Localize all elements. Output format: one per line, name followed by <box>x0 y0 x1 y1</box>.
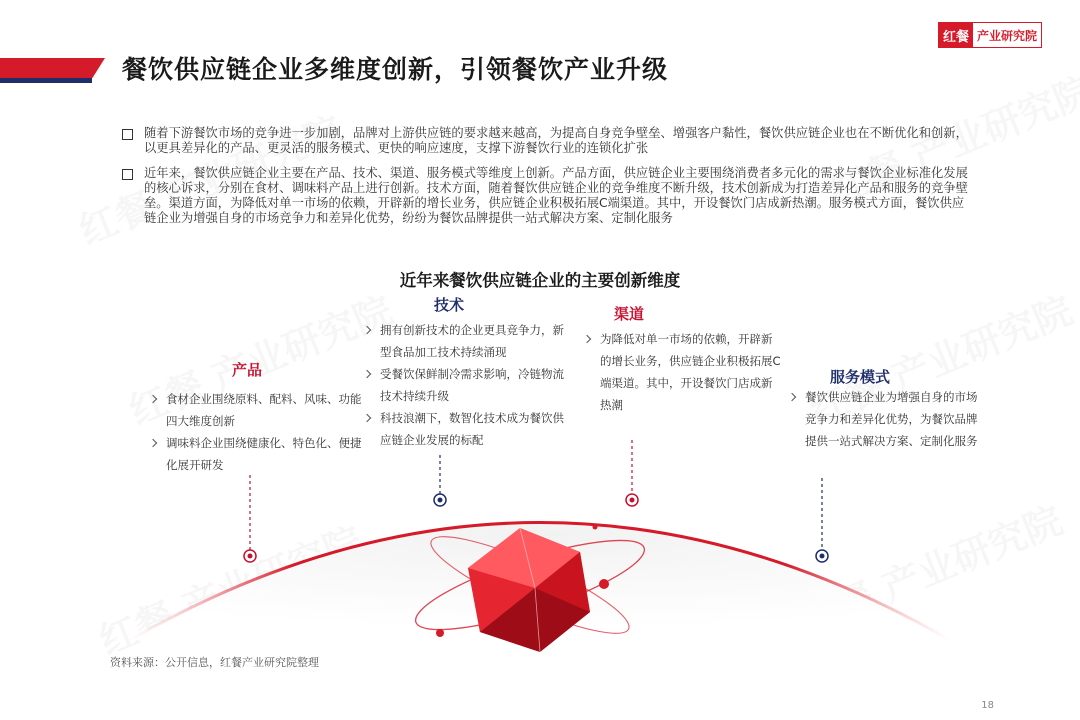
diagram-title: 近年来餐饮供应链企业的主要创新维度 <box>399 271 681 290</box>
list-item: 拥有创新技术的企业更具竞争力，新型食品加工技术持续涌现 <box>362 319 574 363</box>
list-item: 调味料企业围绕健康化、特色化、便捷化展开研发 <box>148 432 368 476</box>
page-title: 餐饮供应链企业多维度创新，引领餐饮产业升级 <box>122 55 669 84</box>
service-dot-core <box>820 554 825 559</box>
list-item: 餐饮供应链企业为增强自身的市场竞争力和差异化优势，为餐饮品牌提供一站式解决方案、定制化服务 <box>787 386 979 452</box>
channel-dot-core <box>630 498 635 503</box>
technology-dot-core <box>438 498 443 503</box>
list-item: 食材企业围绕原料、配料、风味、功能四大维度创新 <box>148 388 368 432</box>
technology-list <box>362 319 574 451</box>
source-note: 资料来源：公开信息，红餐产业研究院整理 <box>110 656 319 669</box>
bullet-text: 近年来，餐饮供应链企业主要在产品、技术、渠道、服务模式等维度上创新。产品方面，供应链企业主要围绕消费者多元化的需求与餐饮企业标准化发展的核心诉求，分别在食材、调味料产品上进行创新。技术方面，随着餐饮供应链企业的竞争维度不断升级，技术创新成为打造差异化产品和服务的竞争壁垒。渠道方面，为降低对单一市场的依赖，开辟新的增长业务，供应链企业积极拓展C端渠道。其中，开设餐饮门店成新热潮。服务模式方面，餐饮供应链企业为增强自身的市场竞争力和差异化优势，纷纷为餐饮品牌提供一站式解决方案、定制化服务 <box>144 166 968 225</box>
page-number: 18 <box>981 700 994 711</box>
list-item: 受餐饮保鲜制冷需求影响，冷链物流技术持续升级 <box>362 363 574 407</box>
brand-name: 产业研究院 <box>976 28 1037 43</box>
service-list <box>787 386 979 452</box>
list-item: 科技浪潮下，数智化技术成为餐饮供应链企业发展的标配 <box>362 407 574 451</box>
technology-title: 技术 <box>434 296 465 314</box>
service-title: 服务模式 <box>830 368 891 386</box>
channel-list <box>582 328 782 416</box>
list-item: 为降低对单一市场的依赖，开辟新的增长业务，供应链企业积极拓展C端渠道。其中，开设餐饮门店成新热潮 <box>582 328 782 416</box>
product-title: 产品 <box>232 361 263 379</box>
product-list <box>148 388 368 476</box>
channel-title: 渠道 <box>614 305 645 323</box>
brand-mark: 红餐 <box>939 23 973 47</box>
product-dot-core <box>248 554 253 559</box>
bullet-text: 随着下游餐饮市场的竞争进一步加剧，品牌对上游供应链的要求越来越高，为提高自身竞争壁垒、增强客户黏性，餐饮供应链企业也在不断优化和创新，以更具差异化的产品、更灵活的服务模式、更快的响应速度，支撑下游餐饮行业的连锁化扩张 <box>144 126 968 155</box>
